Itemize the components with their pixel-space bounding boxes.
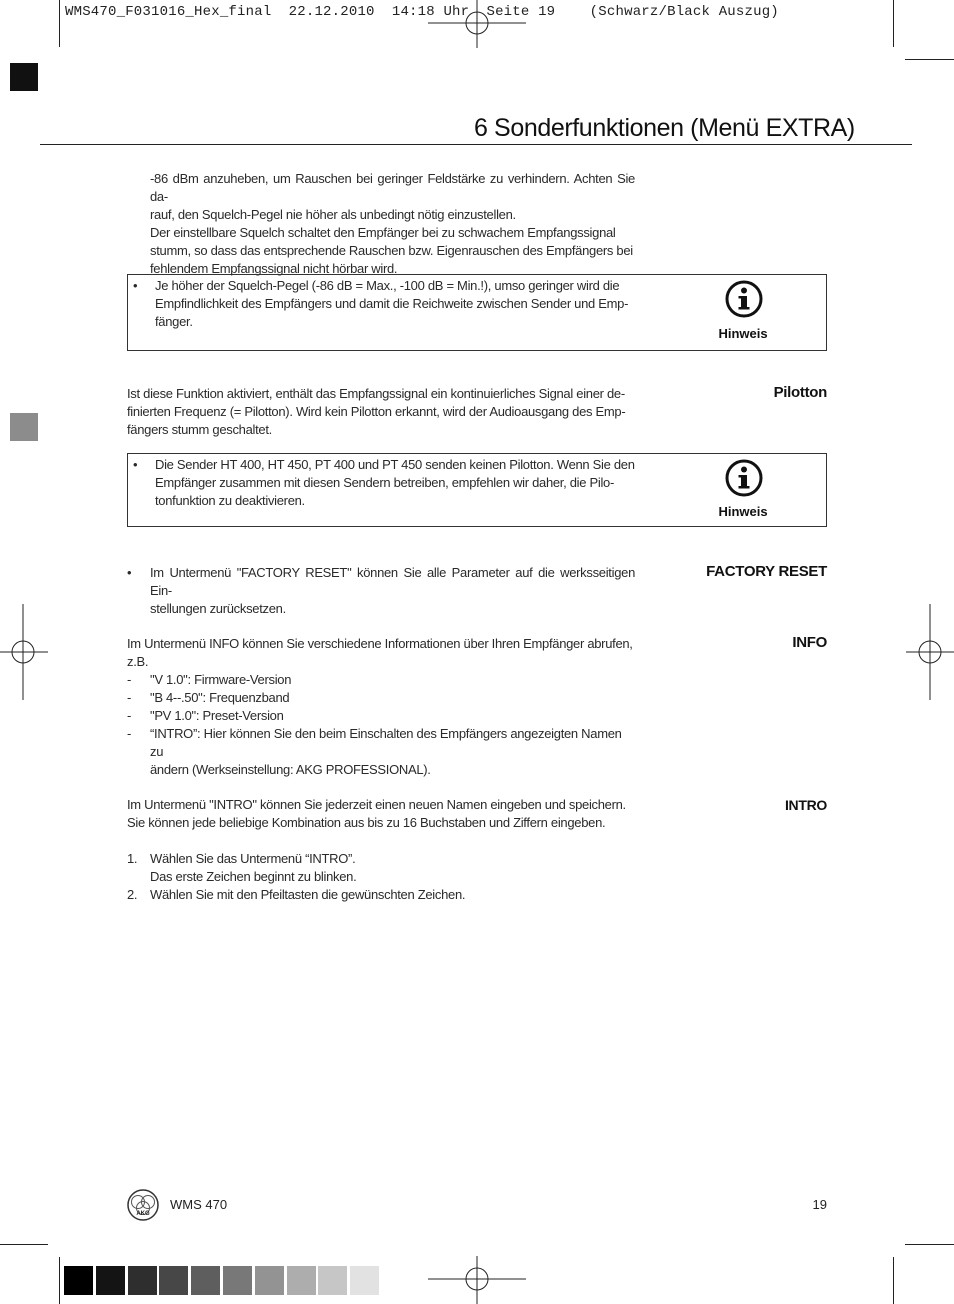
text-line: fehlendem Empfangssignal nicht hörbar wird.	[150, 261, 398, 276]
text-line: Je höher der Squelch-Pegel (-86 dB = Max., -100 dB = Min.!), umso geringer wird die	[155, 278, 620, 293]
factory-reset-text	[150, 564, 635, 618]
step-number: 1.	[127, 851, 138, 866]
crop-mark	[59, 0, 60, 47]
step-number: 2.	[127, 887, 138, 902]
thumb-tab-gray	[10, 413, 38, 441]
text-line: Im Untermenü INFO können Sie verschiedene Informationen über Ihren Empfänger abrufen,	[127, 636, 633, 651]
crop-mark	[893, 1257, 894, 1304]
note-box-squelch	[127, 274, 827, 351]
intro-section-paragraph	[127, 796, 637, 904]
text-line: stumm, so dass das entsprechende Rauschen bzw. Eigenrauschen des Empfängers bei	[150, 243, 633, 258]
text-line: Der einstellbare Squelch schaltet den Empfänger bei zu schwachem Empfangssignal	[150, 225, 616, 240]
note-text	[155, 277, 636, 331]
info-icon	[725, 280, 763, 318]
section-label-info: INFO	[792, 634, 827, 651]
note-text	[155, 456, 636, 510]
list-marker: -	[127, 672, 132, 687]
text-line: stellungen zurücksetzen.	[150, 601, 286, 616]
section-label-factory-reset: FACTORY RESET	[706, 563, 827, 580]
text-line: tonfunktion zu deaktivieren.	[155, 493, 305, 508]
color-swatch	[350, 1266, 379, 1295]
note-content	[133, 277, 636, 331]
list-marker: -	[127, 690, 132, 705]
text-line: Empfänger zusammen mit diesen Sendern betreiben, empfehlen wir daher, die Pilo-	[155, 475, 615, 490]
color-swatch	[223, 1266, 252, 1295]
list-item	[127, 671, 637, 689]
list-marker: -	[127, 726, 132, 741]
text-line: z.B.	[127, 654, 149, 669]
text-line: Ist diese Funktion aktiviert, enthält das Empfangssignal ein kontinuierliches Signal einer de-	[127, 386, 625, 401]
list-item	[127, 689, 637, 707]
note-box-pilotton	[127, 453, 827, 527]
footer-product-name: WMS 470	[170, 1197, 228, 1212]
crop-mark	[905, 59, 954, 60]
list-item-text	[150, 725, 637, 779]
color-swatch	[64, 1266, 93, 1295]
text-line: Im Untermenü "INTRO" können Sie jederzeit einen neuen Namen eingeben und speichern.	[127, 797, 626, 812]
text-line: Empfindlichkeit des Empfängers und damit die Reichweite zwischen Sender und Emp-	[155, 296, 629, 311]
text-line: Das erste Zeichen beginnt zu blinken.	[150, 869, 357, 884]
crop-mark	[893, 0, 894, 47]
registration-mark-right	[906, 604, 954, 700]
logo-text: AKG	[136, 1211, 150, 1217]
list-item-text: "B 4--.50": Frequenzband	[150, 690, 290, 705]
printer-slug: WMS470_F031016_Hex_final 22.12.2010 14:18 Uhr Seite 19 (Schwarz/Black Auszug)	[65, 4, 779, 20]
step-item	[127, 850, 637, 886]
akg-logo	[127, 1189, 159, 1221]
color-swatch	[128, 1266, 157, 1295]
text-line: finierten Frequenz (= Pilotton). Wird kein Pilotton erkannt, wird der Audioausgang des Emp-	[127, 404, 626, 419]
page-title: 6 Sonderfunktionen (Menü EXTRA)	[474, 114, 855, 142]
registration-mark-bottom	[428, 1256, 526, 1304]
color-swatch	[191, 1266, 220, 1295]
text-line: ändern (Werkseinstellung: AKG PROFESSIONAL).	[150, 762, 431, 777]
list-item	[133, 277, 636, 331]
title-rule	[40, 144, 912, 145]
text-line: fänger.	[155, 314, 193, 329]
text-line: Wählen Sie das Untermenü “INTRO”.	[150, 851, 356, 866]
color-swatch	[159, 1266, 188, 1295]
list-item	[133, 456, 636, 510]
crop-mark	[905, 1244, 954, 1245]
bullet: •	[133, 457, 138, 472]
text-line: fängers stumm geschaltet.	[127, 422, 272, 437]
section-label-pilotton: Pilotton	[773, 384, 827, 401]
list-item-text: "PV 1.0": Preset-Version	[150, 708, 284, 723]
registration-mark-left	[0, 604, 48, 700]
info-icon	[725, 459, 763, 497]
step-item	[127, 886, 637, 904]
registration-mark-top	[428, 0, 526, 48]
step-text	[150, 850, 356, 886]
list-item-text: "V 1.0": Firmware-Version	[150, 672, 292, 687]
color-swatch	[255, 1266, 284, 1295]
list-item	[127, 564, 635, 618]
list-item	[127, 707, 637, 725]
factory-reset-paragraph	[127, 564, 635, 618]
intro-paragraph	[150, 170, 635, 278]
color-swatch	[96, 1266, 125, 1295]
text-line: Wählen Sie mit den Pfeiltasten die gewünschten Zeichen.	[150, 887, 466, 902]
hinweis-label: Hinweis	[718, 326, 768, 341]
color-swatch	[318, 1266, 347, 1295]
step-text	[150, 886, 465, 904]
crop-mark	[59, 1257, 60, 1304]
pilotton-paragraph	[127, 385, 635, 439]
text-line: Sie können jede beliebige Kombination aus bis zu 16 Buchstaben und Ziffern eingeben.	[127, 815, 606, 830]
text-line: rauf, den Squelch-Pegel nie höher als unbedingt nötig einzustellen.	[150, 207, 516, 222]
crop-mark	[0, 1244, 48, 1245]
list-item	[127, 725, 637, 779]
thumb-tab-black	[10, 63, 38, 91]
page-number: 19	[812, 1197, 827, 1212]
section-label-intro: INTRO	[784, 797, 827, 813]
text-line: Im Untermenü "FACTORY RESET" können Sie alle Parameter auf die werksseitigen Ein-	[150, 565, 635, 598]
list-marker: -	[127, 708, 132, 723]
bullet: •	[133, 278, 138, 293]
text-line: “INTRO”: Hier können Sie den beim Einschalten des Empfängers angezeigten Namen zu	[150, 726, 622, 759]
note-content	[133, 456, 636, 510]
bullet: •	[127, 565, 132, 580]
hinweis-label: Hinweis	[718, 504, 768, 519]
text-line: -86 dBm anzuheben, um Rauschen bei geringer Feldstärke zu verhindern. Achten Sie da-	[150, 171, 635, 204]
info-paragraph	[127, 635, 637, 779]
color-swatch	[287, 1266, 316, 1295]
text-line: Die Sender HT 400, HT 450, PT 400 und PT 450 senden keinen Pilotton. Wenn Sie den	[155, 457, 635, 472]
